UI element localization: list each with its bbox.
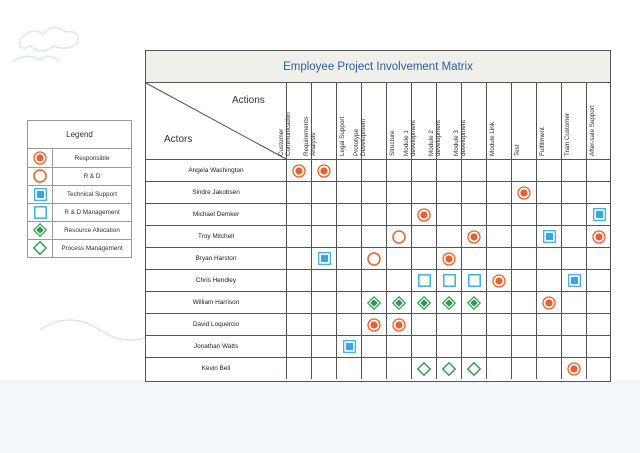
column-header: Fulfillment: [537, 83, 562, 160]
matrix-cell: [312, 292, 337, 314]
legend-row: [28, 239, 131, 257]
legend-row: [28, 185, 131, 204]
matrix-cell: [387, 270, 412, 292]
matrix-cell: [487, 314, 512, 336]
resource-allocation-icon: [28, 221, 53, 239]
matrix-cell: [387, 336, 412, 358]
responsible-icon: [392, 318, 406, 332]
matrix-cell: [562, 248, 587, 270]
matrix-cell: [312, 204, 337, 226]
resource-allocation-icon: [367, 296, 381, 310]
matrix-cell: [537, 358, 562, 379]
matrix-cell: [412, 248, 437, 270]
actor-name: Jonathan Watts: [146, 336, 287, 358]
actor-name: Bryan Harston: [146, 248, 287, 270]
matrix-cell: [587, 226, 611, 248]
process-management-icon: [467, 362, 481, 376]
matrix-cell: [387, 248, 412, 270]
legend-row: [28, 167, 131, 186]
matrix-cell: [287, 358, 312, 379]
matrix-cell: [312, 336, 337, 358]
matrix-cell: [412, 160, 437, 182]
matrix-cell: [512, 248, 537, 270]
matrix-cell: [437, 160, 462, 182]
legend-row: [28, 221, 131, 240]
matrix-cell: [412, 226, 437, 248]
matrix-cell: [512, 358, 537, 379]
process-management-icon: [417, 362, 431, 376]
matrix-cell: [587, 204, 611, 226]
technical-support-icon: [543, 230, 556, 243]
matrix-cell: [562, 292, 587, 314]
matrix-cell: [412, 314, 437, 336]
matrix-cell: [462, 270, 487, 292]
column-header: Requirements Analysis: [312, 83, 337, 160]
legend-row: [28, 149, 131, 168]
technical-support-icon: [28, 185, 53, 203]
matrix-cell: [387, 314, 412, 336]
responsible-icon: [517, 186, 531, 200]
matrix-cell: [487, 160, 512, 182]
matrix-cell: [287, 270, 312, 292]
matrix-cell: [562, 314, 587, 336]
responsible-icon: [542, 296, 556, 310]
matrix-cell: [462, 248, 487, 270]
matrix-cell: [287, 248, 312, 270]
matrix-cell: [487, 358, 512, 379]
technical-support-icon: [568, 274, 581, 287]
matrix-cell: [537, 314, 562, 336]
matrix-cell: [487, 292, 512, 314]
resource-allocation-icon: [442, 296, 456, 310]
matrix-cell: [387, 182, 412, 204]
column-header: Module Link: [487, 83, 512, 160]
matrix-cell: [362, 314, 387, 336]
legend-label: Process Management: [61, 244, 123, 252]
technical-support-icon: [318, 252, 331, 265]
matrix-cell: [512, 226, 537, 248]
actions-label: Actions: [232, 95, 265, 106]
matrix-cell: [412, 182, 437, 204]
resource-allocation-icon: [417, 296, 431, 310]
column-header: Prototype Development: [362, 83, 387, 160]
matrix-cell: [487, 336, 512, 358]
actor-name: William Harrison: [146, 292, 287, 314]
resource-allocation-icon: [467, 296, 481, 310]
matrix-cell: [287, 336, 312, 358]
column-header: Train Customer: [562, 83, 587, 160]
matrix-cell: [587, 358, 611, 379]
responsible-icon: [28, 149, 53, 167]
matrix-cell: [362, 248, 387, 270]
matrix-cell: [362, 270, 387, 292]
matrix-cell: [312, 160, 337, 182]
matrix-cell: [337, 160, 362, 182]
responsible-icon: [317, 164, 331, 178]
matrix-cell: [387, 160, 412, 182]
matrix-cell: [287, 160, 312, 182]
actor-name: Michael Demker: [146, 204, 287, 226]
matrix-cell: [537, 182, 562, 204]
header-corner: [146, 83, 287, 160]
matrix-cell: [312, 226, 337, 248]
matrix-cell: [587, 314, 611, 336]
actor-name: David Loquercio: [146, 314, 287, 336]
matrix-cell: [487, 226, 512, 248]
matrix-cell: [312, 248, 337, 270]
column-header: Customer Communication: [287, 83, 312, 160]
matrix-cell: [362, 226, 387, 248]
column-header: Legal Support: [337, 83, 362, 160]
matrix-cell: [587, 248, 611, 270]
rnd-management-icon: [28, 203, 53, 221]
legend-title: Legend: [28, 121, 131, 149]
matrix-cell: [362, 182, 387, 204]
matrix-cell: [287, 314, 312, 336]
column-header: After-sale Support: [587, 83, 611, 160]
technical-support-icon: [593, 208, 606, 221]
responsible-icon: [442, 252, 456, 266]
matrix-cell: [587, 182, 611, 204]
matrix-cell: [562, 358, 587, 379]
matrix-cell: [487, 182, 512, 204]
matrix-cell: [462, 226, 487, 248]
matrix-cell: [287, 292, 312, 314]
matrix-cell: [337, 358, 362, 379]
matrix-cell: [387, 292, 412, 314]
actors-label: Actors: [164, 134, 193, 145]
matrix-cell: [487, 270, 512, 292]
matrix-cell: [437, 204, 462, 226]
matrix-cell: [537, 336, 562, 358]
responsible-icon: [417, 208, 431, 222]
matrix-cell: [337, 248, 362, 270]
matrix-cell: [412, 292, 437, 314]
legend-row: [28, 203, 131, 222]
matrix-cell: [487, 204, 512, 226]
matrix-cell: [412, 336, 437, 358]
matrix-cell: [437, 182, 462, 204]
legend: [27, 120, 132, 258]
actor-name: Sindre Jakobsen: [146, 182, 287, 204]
responsible-icon: [492, 274, 506, 288]
matrix-cell: [412, 358, 437, 379]
matrix-cell: [387, 226, 412, 248]
matrix-cell: [537, 226, 562, 248]
matrix-cell: [462, 182, 487, 204]
matrix-cell: [512, 270, 537, 292]
actor-name: Troy Mitchell: [146, 226, 287, 248]
matrix-cell: [337, 292, 362, 314]
matrix-cell: [512, 314, 537, 336]
matrix-cell: [437, 248, 462, 270]
matrix-cell: [337, 204, 362, 226]
process-management-icon: [442, 362, 456, 376]
matrix-cell: [562, 336, 587, 358]
responsible-icon: [567, 362, 581, 376]
matrix-cell: [287, 204, 312, 226]
matrix-cell: [362, 336, 387, 358]
matrix-cell: [562, 270, 587, 292]
column-header: Structure: [387, 83, 412, 160]
matrix-cell: [362, 204, 387, 226]
matrix-cell: [462, 336, 487, 358]
matrix-cell: [537, 160, 562, 182]
matrix-cell: [437, 292, 462, 314]
rnd-management-icon: [468, 274, 481, 287]
matrix-cell: [512, 336, 537, 358]
matrix-cell: [287, 182, 312, 204]
matrix-cell: [337, 314, 362, 336]
responsible-icon: [467, 230, 481, 244]
column-header: Module 2 development: [437, 83, 462, 160]
legend-label: R & D: [83, 172, 101, 180]
matrix-cell: [437, 336, 462, 358]
rnd-management-icon: [418, 274, 431, 287]
rnd-icon: [392, 230, 406, 244]
matrix-cell: [437, 314, 462, 336]
matrix-cell: [437, 358, 462, 379]
matrix-cell: [437, 270, 462, 292]
matrix-cell: [362, 358, 387, 379]
matrix-cell: [362, 292, 387, 314]
matrix-cell: [587, 160, 611, 182]
matrix-cell: [437, 226, 462, 248]
rnd-icon: [367, 252, 381, 266]
matrix-cell: [537, 270, 562, 292]
matrix-cell: [462, 292, 487, 314]
resource-allocation-icon: [392, 296, 406, 310]
involvement-matrix: [145, 50, 611, 382]
matrix-cell: [312, 270, 337, 292]
matrix-cell: [587, 292, 611, 314]
matrix-cell: [412, 270, 437, 292]
rnd-icon: [28, 167, 53, 185]
matrix-cell: [512, 292, 537, 314]
responsible-icon: [292, 164, 306, 178]
matrix-cell: [387, 204, 412, 226]
matrix-cell: [412, 204, 437, 226]
matrix-cell: [562, 226, 587, 248]
column-header: Module 1 development: [412, 83, 437, 160]
matrix-cell: [462, 358, 487, 379]
matrix-cell: [487, 248, 512, 270]
matrix-cell: [587, 270, 611, 292]
matrix-cell: [512, 182, 537, 204]
actor-name: Angela Washington: [146, 160, 287, 182]
actor-name: Kevin Bell: [146, 358, 287, 379]
legend-label: Resource Allocation: [64, 226, 120, 234]
matrix-cell: [462, 204, 487, 226]
matrix-cell: [537, 248, 562, 270]
actor-name: Chris Hendley: [146, 270, 287, 292]
matrix-cell: [512, 204, 537, 226]
matrix-cell: [462, 160, 487, 182]
legend-label: Technical Support: [66, 190, 118, 198]
matrix-cell: [387, 358, 412, 379]
matrix-cell: [312, 182, 337, 204]
matrix-cell: [462, 314, 487, 336]
matrix-cell: [312, 314, 337, 336]
matrix-cell: [337, 336, 362, 358]
matrix-cell: [562, 160, 587, 182]
matrix-cell: [587, 336, 611, 358]
matrix-cell: [312, 358, 337, 379]
matrix-cell: [537, 292, 562, 314]
technical-support-icon: [343, 340, 356, 353]
matrix-cell: [537, 204, 562, 226]
matrix-cell: [512, 160, 537, 182]
matrix-cell: [337, 270, 362, 292]
matrix-cell: [337, 182, 362, 204]
matrix-cell: [337, 226, 362, 248]
legend-label: Responsible: [74, 154, 110, 162]
legend-label: R & D Management: [64, 208, 120, 216]
responsible-icon: [592, 230, 606, 244]
matrix-cell: [562, 204, 587, 226]
column-header: Module 3 development: [462, 83, 487, 160]
responsible-icon: [367, 318, 381, 332]
rnd-management-icon: [443, 274, 456, 287]
matrix-title: Employee Project Involvement Matrix: [146, 51, 610, 83]
matrix-cell: [562, 182, 587, 204]
matrix-cell: [287, 226, 312, 248]
process-management-icon: [28, 239, 53, 257]
matrix-cell: [362, 160, 387, 182]
column-header: Test: [512, 83, 537, 160]
